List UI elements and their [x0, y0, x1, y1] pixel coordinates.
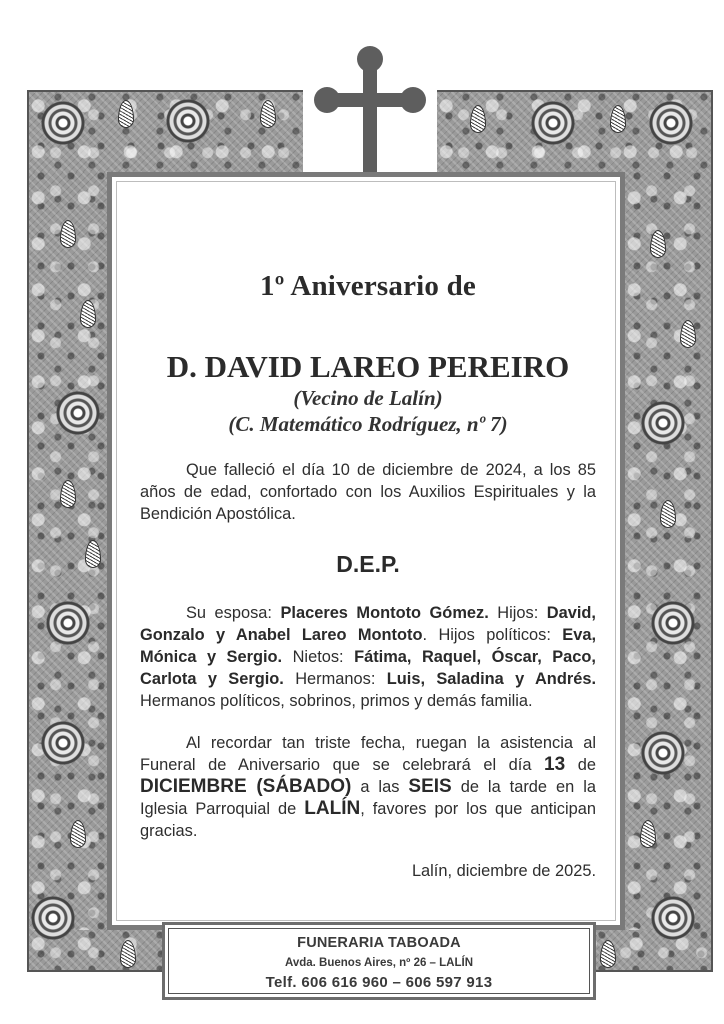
address: (C. Matemático Rodríguez, nº 7) [228, 412, 508, 436]
funeral-home-box [162, 922, 596, 1000]
children-names: David, Gonzalo y Anabel Lareo Montoto [140, 604, 596, 644]
service-closing: , favores por los que anticipan gracias. [140, 800, 596, 840]
residence: (Vecino de Lalín) [293, 386, 443, 410]
service-a-las: a las [360, 778, 400, 796]
siblings-names: Luis, Saladina y Andrés. [386, 670, 596, 688]
rose-icon [40, 100, 86, 146]
rose-icon [650, 600, 696, 646]
service-paragraph [140, 732, 596, 842]
rose-icon [530, 100, 576, 146]
anniversary-title: 1º Aniversario de [260, 270, 476, 302]
grandchildren-label: Nietos: [292, 648, 344, 666]
children-end: . [422, 626, 428, 644]
children-in-law-label: Hijos políticos: [438, 626, 551, 644]
service-day: 13 [544, 754, 566, 775]
rose-icon [45, 600, 91, 646]
signoff: Lalín, diciembre de 2025. [411, 862, 596, 880]
family-rest: Hermanos políticos, sobrinos, primos y demás familia. [140, 692, 533, 710]
spouse-name: Placeres Montoto Gómez. [280, 604, 489, 622]
service-intro: Al recordar tan triste fecha, ruegan la asistencia al Funeral de Aniversario que se celebrará el día [140, 734, 596, 774]
rose-icon [640, 730, 686, 776]
grandchildren-names: Fátima, Raquel, Óscar, Paco, Carlota y Sergio. [140, 648, 596, 688]
family-paragraph [140, 602, 596, 712]
children-label: Hijos: [497, 604, 539, 622]
rose-icon [648, 100, 694, 146]
funeral-home-phones: Telf. 606 616 960 – 606 597 913 [265, 974, 493, 991]
death-notice: Que falleció el día 10 de diciembre de 2024, a los 85 años de edad, confortado con los Auxilios Espirituales y la Bendición Apostólica. [140, 461, 596, 523]
children-in-law-names: Eva, Mónica y Sergio. [140, 626, 597, 666]
dep-heading: D.E.P. [336, 551, 400, 577]
service-place: LALÍN [304, 798, 361, 819]
service-de: de [577, 756, 596, 774]
funeral-home-name: FUNERARIA TABOADA [297, 935, 461, 951]
siblings-label: Hermanos: [295, 670, 376, 688]
rose-icon [650, 895, 696, 941]
rose-icon [30, 895, 76, 941]
spouse-label: Su esposa: [186, 604, 272, 622]
service-hour: SEIS [408, 776, 452, 797]
rose-icon [40, 720, 86, 766]
notice-content [140, 270, 596, 897]
funeral-home-address: Avda. Buenos Aires, nº 26 – LALÍN [284, 957, 474, 969]
service-month-weekday: DICIEMBRE (SÁBADO) [140, 776, 352, 797]
rose-icon [55, 390, 101, 436]
deceased-name: D. DAVID LAREO PEREIRO [166, 349, 570, 384]
rose-icon [165, 98, 211, 144]
funeral-home-inner [168, 928, 590, 994]
service-time-rest: de la tarde en la Iglesia Parroquial de [140, 778, 596, 818]
floral-border-right [625, 92, 711, 970]
rose-icon [640, 400, 686, 446]
